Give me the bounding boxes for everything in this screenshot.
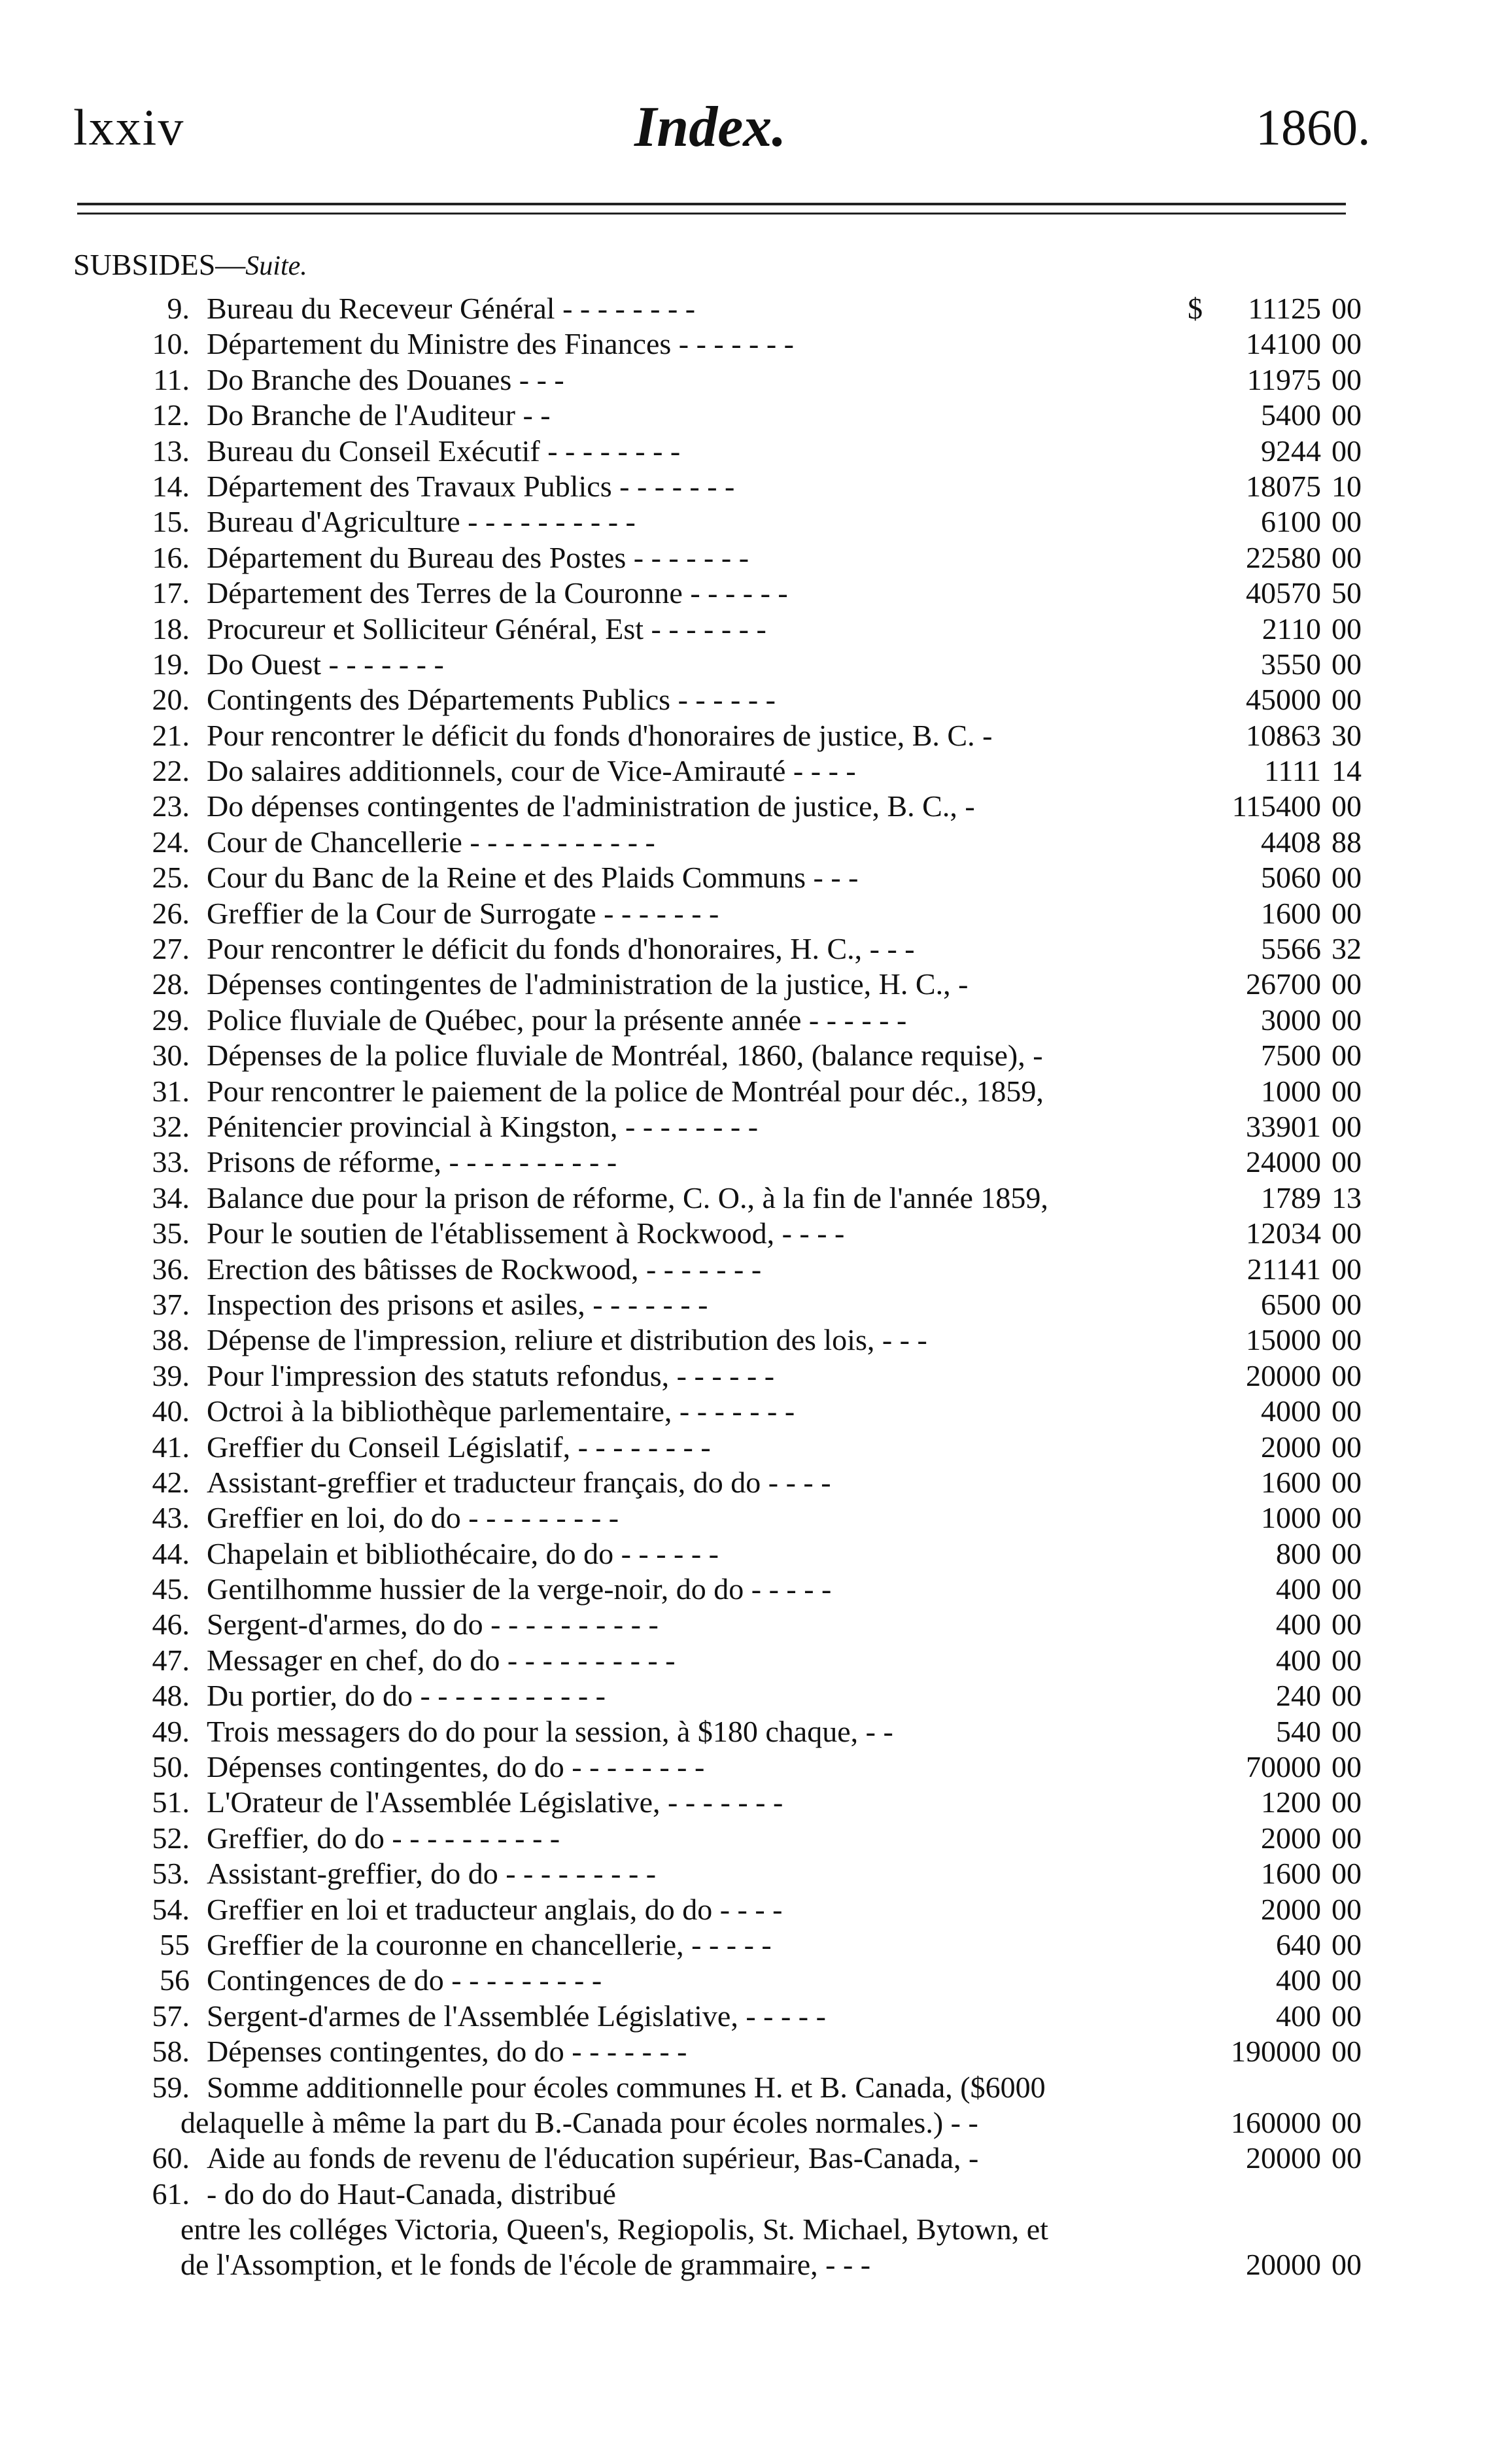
entry-description: Pour rencontrer le déficit du fonds d'honoraires, H. C., - - - xyxy=(207,932,915,966)
entry-cents: 00 xyxy=(1332,505,1362,539)
entry-description: Dépenses contingentes, do do - - - - - - - - xyxy=(207,1750,705,1784)
entry-amount: 5060 xyxy=(1261,861,1321,895)
entry-amount: 26700 xyxy=(1246,967,1321,1001)
entry-description: Dépenses contingentes de l'administration de la justice, H. C., - xyxy=(207,967,969,1001)
entry-cents: 00 xyxy=(1332,967,1362,1001)
entry-cents: 00 xyxy=(1332,1430,1362,1464)
entry-cents: 00 xyxy=(1332,1785,1362,1819)
list-item xyxy=(0,931,1512,967)
entry-number: 13. xyxy=(152,434,190,468)
entry-amount: 1600 xyxy=(1261,1857,1321,1891)
entry-description: Pénitencier provincial à Kingston, - - - - - - - - xyxy=(207,1109,759,1143)
entry-amount: 6100 xyxy=(1261,505,1321,539)
entry-cents: 00 xyxy=(1332,1679,1362,1713)
entry-description: Département des Terres de la Couronne - - - - - - xyxy=(207,576,788,610)
entry-amount: 9244 xyxy=(1261,434,1321,468)
list-item xyxy=(0,2247,1512,2282)
entry-cents: 00 xyxy=(1332,789,1362,823)
entry-cents: 32 xyxy=(1332,932,1362,966)
dollar-sign: $ xyxy=(1188,292,1203,325)
entry-amount: 15000 xyxy=(1246,1323,1321,1357)
entry-cents: 88 xyxy=(1332,825,1362,859)
entry-number: 40. xyxy=(152,1394,190,1428)
entry-amount: 190000 xyxy=(1231,2035,1321,2069)
entry-description: Du portier, do do - - - - - - - - - - - xyxy=(207,1679,606,1713)
section-heading xyxy=(73,247,307,282)
list-item xyxy=(0,1785,1512,1820)
entry-description: Pour l'impression des statuts refondus, - - - - - - xyxy=(207,1358,775,1392)
entry-cents: 00 xyxy=(1332,1287,1362,1321)
entry-description: Sergent-d'armes, do do - - - - - - - - - - xyxy=(207,1608,659,1642)
page-title: Index. xyxy=(634,95,787,159)
entry-number: 47. xyxy=(152,1643,190,1677)
entry-number: 48. xyxy=(152,1679,190,1713)
entry-number: 51. xyxy=(152,1785,190,1819)
entry-number: 29. xyxy=(152,1003,190,1037)
entry-cents: 00 xyxy=(1332,1323,1362,1357)
entry-cents: 00 xyxy=(1332,1714,1362,1748)
entry-number: 53. xyxy=(152,1857,190,1891)
entry-cents: 30 xyxy=(1332,718,1362,752)
entry-cents: 00 xyxy=(1332,1572,1362,1606)
entry-cents: 00 xyxy=(1332,398,1362,432)
entry-description: Do Branche des Douanes - - - xyxy=(207,362,564,396)
list-item xyxy=(0,1678,1512,1713)
list-item xyxy=(0,1821,1512,1856)
entry-description: Greffier en loi, do do - - - - - - - - - xyxy=(207,1501,619,1535)
entry-amount: 12034 xyxy=(1246,1216,1321,1250)
entry-amount: 1200 xyxy=(1261,1785,1321,1819)
entry-cents: 00 xyxy=(1332,1999,1362,2033)
entry-description: Octroi à la bibliothèque parlementaire, - - - - - - - xyxy=(207,1394,795,1428)
page-number: lxxiv xyxy=(73,99,185,156)
running-header xyxy=(0,95,1512,170)
entry-description: Do Ouest - - - - - - - xyxy=(207,647,444,681)
entry-amount: 540 xyxy=(1276,1714,1321,1748)
entry-cents: 00 xyxy=(1332,2105,1362,2139)
entry-number: 37. xyxy=(152,1287,190,1321)
list-item xyxy=(0,2212,1512,2247)
list-item xyxy=(0,682,1512,717)
entry-number: 18. xyxy=(152,611,190,645)
entry-number: 61. xyxy=(152,2177,190,2211)
header-year: 1860. xyxy=(1256,99,1371,156)
entry-number: 54. xyxy=(152,1892,190,1926)
entry-number: 49. xyxy=(152,1714,190,1748)
entry-number: 43. xyxy=(152,1501,190,1535)
entry-description: Do dépenses contingentes de l'administration de justice, B. C., - xyxy=(207,789,975,823)
list-item xyxy=(0,1145,1512,1180)
entry-amount: 2000 xyxy=(1261,1821,1321,1855)
entry-cents: 00 xyxy=(1332,1252,1362,1286)
entry-amount: 1600 xyxy=(1261,896,1321,930)
list-item xyxy=(0,1963,1512,1998)
list-item xyxy=(0,1358,1512,1394)
entry-amount: 2000 xyxy=(1261,1430,1321,1464)
entry-number: 46. xyxy=(152,1608,190,1642)
entry-number: 33. xyxy=(152,1145,190,1179)
list-item xyxy=(0,967,1512,1002)
entry-amount: 11125 xyxy=(1248,292,1321,325)
entry-description: Procureur et Solliciteur Général, Est - - - - - - - xyxy=(207,611,766,645)
entry-cents: 00 xyxy=(1332,1857,1362,1891)
list-item xyxy=(0,398,1512,433)
entry-description: Assistant-greffier et traducteur français, do do - - - - xyxy=(207,1465,831,1499)
section-label: SUBSIDES— xyxy=(73,248,246,281)
entry-description: L'Orateur de l'Assemblée Législative, - - - - - - - xyxy=(207,1785,783,1819)
entry-description: Chapelain et bibliothécaire, do do - - - - - - xyxy=(207,1536,719,1570)
entry-number: 55 xyxy=(160,1927,190,1961)
list-item xyxy=(0,1643,1512,1678)
list-item xyxy=(0,1572,1512,1607)
list-item xyxy=(0,896,1512,931)
list-item xyxy=(0,2105,1512,2141)
list-item xyxy=(0,1430,1512,1465)
entry-description: Prisons de réforme, - - - - - - - - - - xyxy=(207,1145,617,1179)
entry-cents: 13 xyxy=(1332,1180,1362,1214)
entry-number: 14. xyxy=(152,469,190,503)
entry-description: Aide au fonds de revenu de l'éducation supérieur, Bas-Canada, - xyxy=(207,2141,979,2175)
entry-description: Bureau d'Agriculture - - - - - - - - - - xyxy=(207,505,636,539)
entry-cents: 00 xyxy=(1332,2141,1362,2175)
entry-description: Contingences de do - - - - - - - - - xyxy=(207,1963,602,1997)
list-item xyxy=(0,469,1512,504)
entry-description: Trois messagers do do pour la session, à $180 chaque, - - xyxy=(207,1714,893,1748)
entry-number: 57. xyxy=(152,1999,190,2033)
entry-cents: 10 xyxy=(1332,469,1362,503)
list-item xyxy=(0,1749,1512,1785)
entry-amount: 10863 xyxy=(1246,718,1321,752)
entry-number: 45. xyxy=(152,1572,190,1606)
list-item xyxy=(0,1500,1512,1536)
entry-amount: 1000 xyxy=(1261,1501,1321,1535)
list-item xyxy=(0,434,1512,469)
section-suite: Suite. xyxy=(245,251,307,281)
entry-cents: 00 xyxy=(1332,647,1362,681)
entry-amount: 3550 xyxy=(1261,647,1321,681)
entry-amount: 2110 xyxy=(1262,611,1321,645)
entry-number: 15. xyxy=(152,505,190,539)
entry-cents: 00 xyxy=(1332,1750,1362,1784)
entry-cents: 50 xyxy=(1332,576,1362,610)
entry-description: Dépenses de la police fluviale de Montréal, 1860, (balance requise), - xyxy=(207,1039,1043,1073)
entry-number: 34. xyxy=(152,1180,190,1214)
list-item xyxy=(0,576,1512,611)
entry-description: Greffier, do do - - - - - - - - - - xyxy=(207,1821,560,1855)
entry-number: 60. xyxy=(152,2141,190,2175)
entry-number: 42. xyxy=(152,1465,190,1499)
entry-description: Bureau du Receveur Général - - - - - - - - xyxy=(207,292,696,325)
list-item xyxy=(0,1999,1512,2034)
entry-description: Do salaires additionnels, cour de Vice-Amirauté - - - - xyxy=(207,754,856,788)
entry-description: Balance due pour la prison de réforme, C. O., à la fin de l'année 1859, xyxy=(207,1180,1048,1214)
entry-cents: 14 xyxy=(1332,754,1362,788)
list-item xyxy=(0,860,1512,895)
entry-description: entre les colléges Victoria, Queen's, Regiopolis, St. Michael, Bytown, et xyxy=(180,2212,1048,2246)
entry-description: Département du Ministre des Finances - - - - - - - xyxy=(207,327,794,361)
entry-description: Assistant-greffier, do do - - - - - - - - - xyxy=(207,1857,657,1891)
list-item xyxy=(0,825,1512,860)
entry-number: 24. xyxy=(152,825,190,859)
entries-list xyxy=(0,291,1512,2283)
entry-number: 58. xyxy=(152,2035,190,2069)
entry-number: 27. xyxy=(152,932,190,966)
entry-amount: 20000 xyxy=(1246,1358,1321,1392)
entry-number: 41. xyxy=(152,1430,190,1464)
entry-amount: 14100 xyxy=(1246,327,1321,361)
entry-amount: 115400 xyxy=(1231,789,1321,823)
entry-amount: 21141 xyxy=(1246,1252,1321,1286)
list-item xyxy=(0,718,1512,753)
entry-amount: 5400 xyxy=(1261,398,1321,432)
entry-description: - do do do Haut-Canada, distribué xyxy=(207,2177,616,2211)
list-item xyxy=(0,1287,1512,1322)
entry-cents: 00 xyxy=(1332,2035,1362,2069)
entry-amount: 3000 xyxy=(1261,1003,1321,1037)
entry-cents: 00 xyxy=(1332,1039,1362,1073)
entry-amount: 2000 xyxy=(1261,1892,1321,1926)
entry-number: 11. xyxy=(153,362,190,396)
entry-number: 20. xyxy=(152,683,190,717)
entry-number: 17. xyxy=(152,576,190,610)
entry-description: Somme additionnelle pour écoles communes H. et B. Canada, ($6000 xyxy=(207,2070,1046,2104)
header-rule-bottom xyxy=(77,213,1346,215)
list-item xyxy=(0,611,1512,647)
entry-description: Contingents des Départements Publics - - - - - - xyxy=(207,683,776,717)
entry-cents: 00 xyxy=(1332,1892,1362,1926)
list-item xyxy=(0,326,1512,362)
entry-description: Greffier du Conseil Législatif, - - - - - - - - xyxy=(207,1430,711,1464)
entry-description: Pour rencontrer le paiement de la police de Montréal pour déc., 1859, xyxy=(207,1074,1044,1108)
entry-amount: 11975 xyxy=(1246,362,1321,396)
header-rule-top xyxy=(77,203,1346,205)
entry-amount: 24000 xyxy=(1246,1145,1321,1179)
entry-cents: 00 xyxy=(1332,1821,1362,1855)
entry-number: 19. xyxy=(152,647,190,681)
entry-amount: 5566 xyxy=(1261,932,1321,966)
entry-description: Gentilhomme hussier de la verge-noir, do do - - - - - xyxy=(207,1572,832,1606)
entry-description: Greffier en loi et traducteur anglais, do do - - - - xyxy=(207,1892,783,1926)
list-item xyxy=(0,1536,1512,1572)
entry-number: 36. xyxy=(152,1252,190,1286)
entry-description: delaquelle à même la part du B.-Canada pour écoles normales.) - - xyxy=(180,2105,978,2139)
entry-number: 10. xyxy=(152,327,190,361)
entry-cents: 00 xyxy=(1332,1003,1362,1037)
list-item xyxy=(0,1892,1512,1927)
entry-description: de l'Assomption, et le fonds de l'école de grammaire, - - - xyxy=(180,2248,871,2282)
entry-number: 28. xyxy=(152,967,190,1001)
entry-description: Bureau du Conseil Exécutif - - - - - - - - xyxy=(207,434,681,468)
entry-description: Messager en chef, do do - - - - - - - - - - xyxy=(207,1643,676,1677)
entry-amount: 240 xyxy=(1276,1679,1321,1713)
entry-description: Dépenses contingentes, do do - - - - - - - xyxy=(207,2035,687,2069)
list-item xyxy=(0,362,1512,398)
entry-cents: 00 xyxy=(1332,683,1362,717)
list-item xyxy=(0,540,1512,576)
list-item xyxy=(0,753,1512,789)
entry-amount: 33901 xyxy=(1246,1109,1321,1143)
entry-cents: 00 xyxy=(1332,327,1362,361)
list-item xyxy=(0,504,1512,540)
entry-cents: 00 xyxy=(1332,1394,1362,1428)
entry-description: Cour de Chancellerie - - - - - - - - - - - xyxy=(207,825,655,859)
entry-amount: 640 xyxy=(1276,1927,1321,1961)
list-item xyxy=(0,1607,1512,1642)
entry-amount: 160000 xyxy=(1231,2105,1321,2139)
entry-amount: 1789 xyxy=(1261,1180,1321,1214)
list-item xyxy=(0,2034,1512,2069)
entry-amount: 6500 xyxy=(1261,1287,1321,1321)
entry-cents: 00 xyxy=(1332,1074,1362,1108)
entry-number: 32. xyxy=(152,1109,190,1143)
list-item xyxy=(0,1927,1512,1963)
entry-amount: 40570 xyxy=(1246,576,1321,610)
entry-cents: 00 xyxy=(1332,1643,1362,1677)
entry-description: Erection des bâtisses de Rockwood, - - - - - - - xyxy=(207,1252,762,1286)
list-item xyxy=(0,647,1512,682)
entry-amount: 70000 xyxy=(1246,1750,1321,1784)
entry-cents: 00 xyxy=(1332,896,1362,930)
entry-number: 25. xyxy=(152,861,190,895)
entry-cents: 00 xyxy=(1332,611,1362,645)
entry-cents: 00 xyxy=(1332,362,1362,396)
entry-description: Greffier de la Cour de Surrogate - - - - - - - xyxy=(207,896,719,930)
entry-cents: 00 xyxy=(1332,1608,1362,1642)
entry-amount: 7500 xyxy=(1261,1039,1321,1073)
entry-description: Département des Travaux Publics - - - - - - - xyxy=(207,469,735,503)
entry-cents: 00 xyxy=(1332,1109,1362,1143)
entry-cents: 00 xyxy=(1332,1465,1362,1499)
list-item xyxy=(0,2141,1512,2176)
list-item xyxy=(0,291,1512,326)
list-item xyxy=(0,1038,1512,1073)
entry-description: Cour du Banc de la Reine et des Plaids Communs - - - xyxy=(207,861,859,895)
entry-amount: 400 xyxy=(1276,1643,1321,1677)
entry-amount: 400 xyxy=(1276,1963,1321,1997)
entry-amount: 22580 xyxy=(1246,540,1321,574)
entry-description: Sergent-d'armes de l'Assemblée Législative, - - - - - xyxy=(207,1999,826,2033)
entry-amount: 20000 xyxy=(1246,2248,1321,2282)
entry-number: 9. xyxy=(167,292,190,325)
entry-cents: 00 xyxy=(1332,434,1362,468)
list-item xyxy=(0,1252,1512,1287)
entry-number: 59. xyxy=(152,2070,190,2104)
entry-cents: 00 xyxy=(1332,540,1362,574)
entry-number: 52. xyxy=(152,1821,190,1855)
entry-amount: 20000 xyxy=(1246,2141,1321,2175)
entry-amount: 400 xyxy=(1276,1608,1321,1642)
entry-cents: 00 xyxy=(1332,292,1362,325)
entry-number: 35. xyxy=(152,1216,190,1250)
entry-description: Do Branche de l'Auditeur - - xyxy=(207,398,551,432)
entry-amount: 1600 xyxy=(1261,1465,1321,1499)
entry-cents: 00 xyxy=(1332,1358,1362,1392)
entry-cents: 00 xyxy=(1332,1963,1362,1997)
entry-amount: 400 xyxy=(1276,1999,1321,2033)
entry-cents: 00 xyxy=(1332,1927,1362,1961)
entry-number: 12. xyxy=(152,398,190,432)
list-item xyxy=(0,1180,1512,1216)
entry-amount: 800 xyxy=(1276,1536,1321,1570)
entry-description: Police fluviale de Québec, pour la présente année - - - - - - xyxy=(207,1003,907,1037)
entry-amount: 18075 xyxy=(1246,469,1321,503)
entry-number: 56 xyxy=(160,1963,190,1997)
list-item xyxy=(0,1109,1512,1145)
entry-number: 30. xyxy=(152,1039,190,1073)
list-item xyxy=(0,1074,1512,1109)
entry-description: Pour rencontrer le déficit du fonds d'honoraires de justice, B. C. - xyxy=(207,718,993,752)
list-item xyxy=(0,1394,1512,1429)
entry-amount: 45000 xyxy=(1246,683,1321,717)
list-item xyxy=(0,2177,1512,2212)
entry-cents: 00 xyxy=(1332,861,1362,895)
entry-cents: 00 xyxy=(1332,1145,1362,1179)
entry-number: 21. xyxy=(152,718,190,752)
list-item xyxy=(0,789,1512,824)
entry-cents: 00 xyxy=(1332,1501,1362,1535)
entry-amount: 4000 xyxy=(1261,1394,1321,1428)
list-item xyxy=(0,2070,1512,2105)
list-item xyxy=(0,1322,1512,1358)
entry-description: Greffier de la couronne en chancellerie, - - - - - xyxy=(207,1927,772,1961)
entry-number: 44. xyxy=(152,1536,190,1570)
entry-number: 50. xyxy=(152,1750,190,1784)
entry-amount: 1000 xyxy=(1261,1074,1321,1108)
entry-number: 22. xyxy=(152,754,190,788)
entry-cents: 00 xyxy=(1332,2248,1362,2282)
entry-amount: 4408 xyxy=(1261,825,1321,859)
entry-amount: 1111 xyxy=(1264,754,1321,788)
entry-number: 31. xyxy=(152,1074,190,1108)
list-item xyxy=(0,1714,1512,1749)
entry-amount: 400 xyxy=(1276,1572,1321,1606)
entry-description: Inspection des prisons et asiles, - - - - - - - xyxy=(207,1287,708,1321)
entry-description: Dépense de l'impression, reliure et distribution des lois, - - - xyxy=(207,1323,927,1357)
entry-description: Département du Bureau des Postes - - - - - - - xyxy=(207,540,749,574)
entry-number: 23. xyxy=(152,789,190,823)
entry-description: Pour le soutien de l'établissement à Rockwood, - - - - xyxy=(207,1216,845,1250)
list-item xyxy=(0,1856,1512,1891)
list-item xyxy=(0,1216,1512,1251)
list-item xyxy=(0,1003,1512,1038)
entry-number: 38. xyxy=(152,1323,190,1357)
entry-cents: 00 xyxy=(1332,1216,1362,1250)
entry-number: 39. xyxy=(152,1358,190,1392)
entry-number: 16. xyxy=(152,540,190,574)
list-item xyxy=(0,1465,1512,1500)
entry-cents: 00 xyxy=(1332,1536,1362,1570)
entry-number: 26. xyxy=(152,896,190,930)
